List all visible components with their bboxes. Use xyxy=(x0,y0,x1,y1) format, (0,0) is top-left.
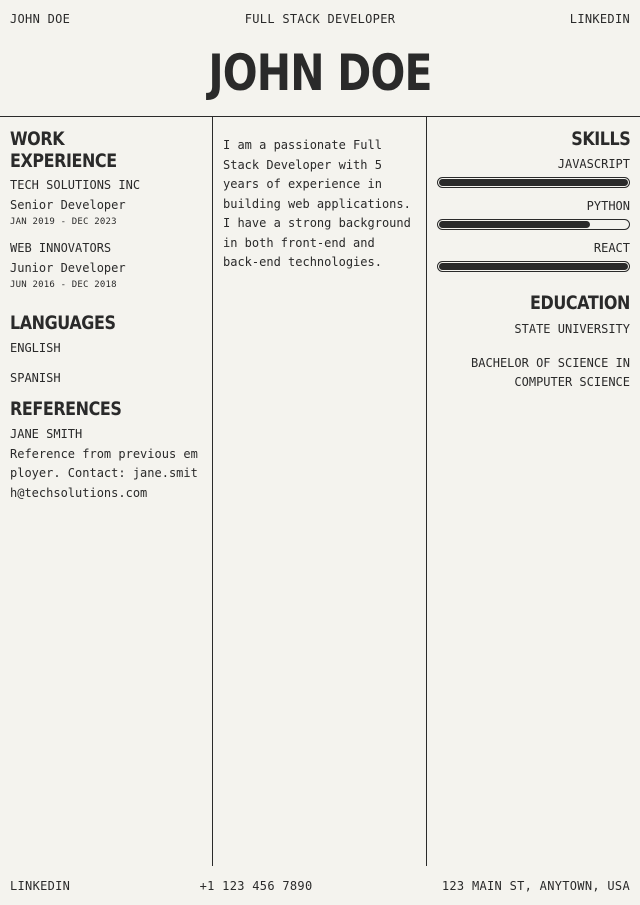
skill-bar xyxy=(437,177,630,188)
education-school: STATE UNIVERSITY xyxy=(514,322,630,336)
skill-label: PYTHON xyxy=(586,199,630,213)
middle-column xyxy=(223,116,418,273)
language-item: ENGLISH xyxy=(10,341,61,355)
footer-linkedin-link[interactable]: LINKEDIN xyxy=(10,879,71,893)
job-title: Senior Developer xyxy=(10,197,126,212)
education-degree-line-2: COMPUTER SCIENCE xyxy=(514,375,630,389)
header-linkedin-link[interactable]: LINKEDIN xyxy=(569,12,630,26)
education-degree-line-1: BACHELOR OF SCIENCE IN xyxy=(471,355,630,370)
skill-item xyxy=(437,156,630,188)
reference-name: JANE SMITH xyxy=(10,427,83,441)
footer-phone: +1 123 456 7890 xyxy=(199,879,313,893)
work-experience-heading: WORK EXPERIENCE xyxy=(10,128,117,172)
right-column xyxy=(437,116,630,393)
bio-text: I am a passionate Full Stack Developer with 5 years of experience in building web applications. I have a strong background in both front-end and back-end technologies. xyxy=(223,138,411,269)
column-divider-right xyxy=(426,116,427,866)
left-column xyxy=(10,116,205,503)
skill-bar-fill xyxy=(439,263,628,270)
job-company: WEB INNOVATORS xyxy=(10,241,112,255)
job-company: TECH SOLUTIONS INC xyxy=(10,178,141,192)
skill-bar xyxy=(437,219,630,230)
languages-heading: LANGUAGES xyxy=(10,312,116,334)
skill-bar-fill xyxy=(439,179,628,186)
skill-item xyxy=(437,240,630,272)
skill-label: JAVASCRIPT xyxy=(557,157,630,171)
footer-address: 123 MAIN ST, ANYTOWN, USA xyxy=(441,879,630,893)
skills-list xyxy=(437,156,630,272)
job-entry xyxy=(10,239,205,292)
footer xyxy=(10,879,630,893)
education-heading: EDUCATION xyxy=(530,292,630,314)
skills-heading: SKILLS xyxy=(570,128,630,150)
job-dates: JUN 2016 - DEC 2018 xyxy=(10,280,117,290)
header-name: JOHN DOE xyxy=(10,12,71,26)
skill-label: REACT xyxy=(593,241,630,255)
job-title: Junior Developer xyxy=(10,260,126,275)
top-bar xyxy=(10,12,630,26)
page-title: JOHN DOE xyxy=(208,44,432,102)
references-heading: REFERENCES xyxy=(10,398,122,420)
column-divider-left xyxy=(212,116,213,866)
skill-bar-fill xyxy=(439,221,590,228)
job-entry xyxy=(10,176,205,229)
header-role: FULL STACK DEVELOPER xyxy=(244,12,396,26)
skill-item xyxy=(437,198,630,230)
reference-text: Reference from previous employer. Contact: jane.smith@techsolutions.com xyxy=(10,446,198,500)
skill-bar xyxy=(437,261,630,272)
job-dates: JAN 2019 - DEC 2023 xyxy=(10,217,117,227)
language-item: SPANISH xyxy=(10,370,61,385)
